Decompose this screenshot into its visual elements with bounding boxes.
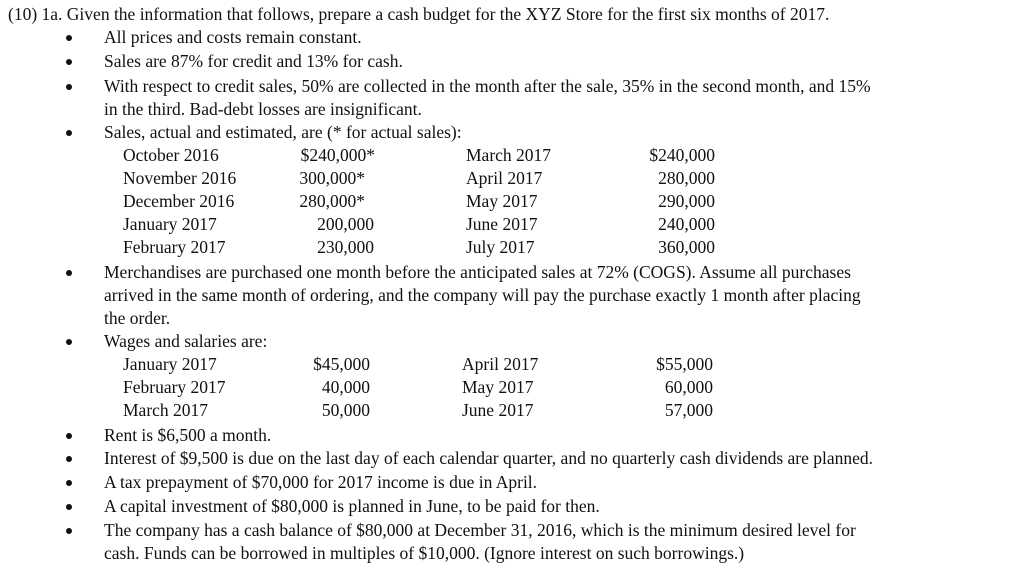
sales-amount: 300,000*	[299, 168, 365, 188]
bullet-text: Rent is $6,500 a month.	[104, 425, 272, 445]
wages-amount: 57,000	[664, 400, 713, 420]
sales-amount: 280,000*	[299, 191, 365, 211]
bullet-text: Interest of $9,500 is due on the last day of each calendar quarter, and no quarterly cash dividends are planned.	[104, 448, 874, 468]
bullet-icon	[66, 59, 72, 65]
sales-month: March 2017	[466, 145, 552, 165]
sales-month: July 2017	[466, 237, 535, 257]
bullet-text: All prices and costs remain constant.	[104, 27, 362, 47]
bullet-icon	[66, 270, 72, 276]
sales-month: April 2017	[466, 168, 543, 188]
bullet-icon	[66, 84, 72, 90]
sales-amount: 290,000	[658, 191, 715, 211]
wages-amount: 60,000	[664, 377, 713, 397]
wages-month: June 2017	[462, 400, 534, 420]
bullet-icon	[66, 480, 72, 486]
bullet-text-continued: cash. Funds can be borrowed in multiples of $10,000. (Ignore interest on such borrowings.)	[104, 543, 745, 563]
bullet-text: Merchandises are purchased one month before the anticipated sales at 72% (COGS). Assume all purchases	[104, 262, 851, 282]
bullet-text: With respect to credit sales, 50% are collected in the month after the sale, 35% in the second month, and 15%	[104, 76, 871, 96]
sales-month: January 2017	[123, 214, 217, 234]
sales-month: October 2016	[123, 145, 219, 165]
sales-month: February 2017	[123, 237, 226, 257]
bullet-icon	[66, 130, 72, 136]
wages-amount: $45,000	[313, 354, 370, 374]
bullet-icon	[66, 433, 72, 439]
sales-amount: 230,000	[317, 237, 374, 257]
bullet-text-continued: the order.	[104, 308, 171, 328]
sales-month: November 2016	[123, 168, 237, 188]
wages-month: March 2017	[123, 400, 209, 420]
bullet-icon	[66, 528, 72, 534]
wages-month: January 2017	[123, 354, 217, 374]
wages-amount: 50,000	[321, 400, 370, 420]
bullet-text-continued: arrived in the same month of ordering, and the company will pay the purchase exactly 1 month after placing	[104, 285, 861, 305]
bullet-icon	[66, 35, 72, 41]
bullet-icon	[66, 504, 72, 510]
sales-month: May 2017	[466, 191, 538, 211]
bullet-text: A tax prepayment of $70,000 for 2017 income is due in April.	[104, 472, 538, 492]
question-title: (10) 1a. Given the information that follows, prepare a cash budget for the XYZ Store for the first six months of 2017.	[8, 4, 830, 24]
sales-amount: 240,000	[658, 214, 715, 234]
sales-month: December 2016	[123, 191, 235, 211]
wages-amount: $55,000	[656, 354, 713, 374]
bullet-text: Sales, actual and estimated, are (* for actual sales):	[104, 122, 462, 142]
sales-amount: 200,000	[317, 214, 374, 234]
wages-month: May 2017	[462, 377, 534, 397]
bullet-text: A capital investment of $80,000 is planned in June, to be paid for then.	[104, 496, 600, 516]
bullet-text: Sales are 87% for credit and 13% for cash.	[104, 51, 403, 71]
sales-month: June 2017	[466, 214, 538, 234]
wages-month: February 2017	[123, 377, 226, 397]
bullet-text-continued: in the third. Bad-debt losses are insignificant.	[104, 99, 422, 119]
bullet-icon	[66, 339, 72, 345]
bullet-icon	[66, 456, 72, 462]
sales-amount: $240,000*	[300, 145, 375, 165]
bullet-text: The company has a cash balance of $80,000 at December 31, 2016, which is the minimum desired level for	[104, 520, 856, 540]
bullet-text: Wages and salaries are:	[104, 331, 268, 351]
sales-amount: 280,000	[658, 168, 715, 188]
sales-amount: $240,000	[649, 145, 715, 165]
wages-amount: 40,000	[321, 377, 370, 397]
wages-month: April 2017	[462, 354, 539, 374]
sales-amount: 360,000	[658, 237, 715, 257]
